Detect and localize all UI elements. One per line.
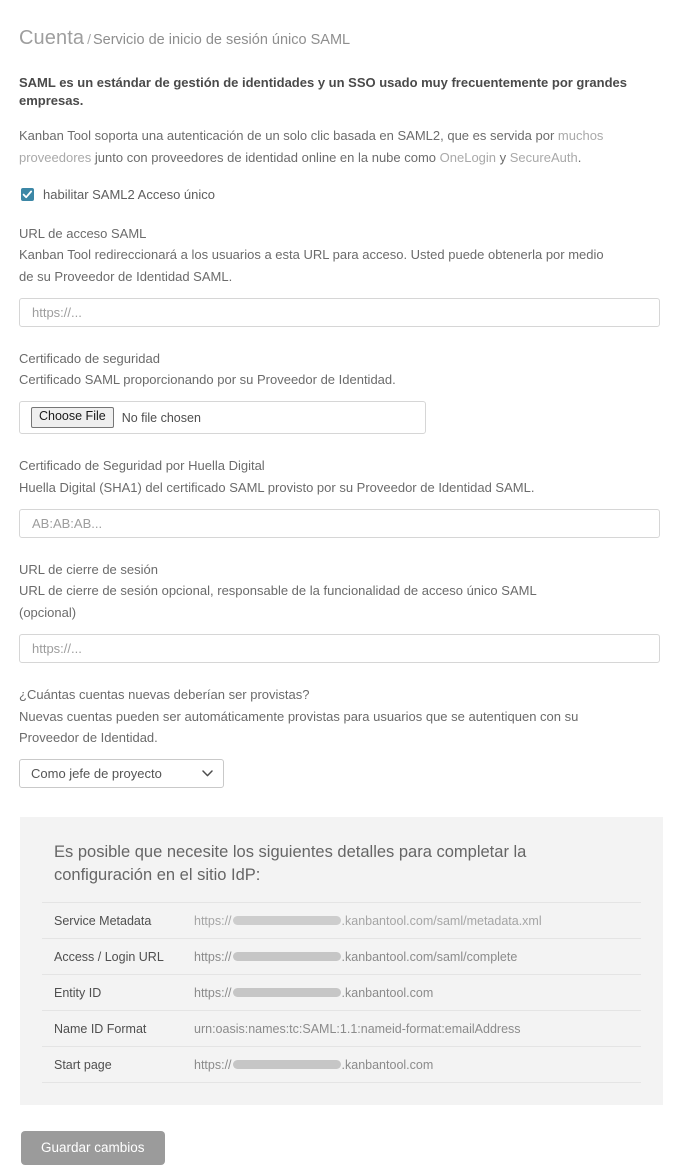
fingerprint-help: Huella Digital (SHA1) del certificado SAML provisto por su Proveedor de Identidad SAML. [19, 479, 535, 495]
detail-value-prefix: https:// [194, 949, 232, 964]
field-logout-url [19, 560, 664, 664]
provisioning-label: ¿Cuántas cuentas nuevas deberían ser provistas? [19, 687, 310, 703]
intro-paragraph [19, 125, 619, 168]
checkmark-icon [22, 189, 33, 200]
file-status-label: No file chosen [121, 410, 201, 425]
idp-details-panel [20, 817, 663, 1105]
checkbox-enable-saml[interactable] [21, 188, 34, 201]
field-fingerprint [19, 456, 664, 538]
detail-key: Name ID Format [54, 1021, 147, 1036]
table-row [42, 1010, 641, 1046]
enable-saml-label: habilitar SAML2 Acceso único [43, 186, 215, 202]
detail-value-prefix: https:// [194, 913, 232, 928]
idp-details-table [42, 902, 641, 1083]
certificate-help: Certificado SAML proporcionando por su Proveedor de Identidad. [19, 372, 396, 388]
field-login-url [19, 224, 664, 327]
intro-text-2: junto con proveedores de identidad online en la nube como [91, 149, 440, 165]
table-row [42, 974, 641, 1010]
detail-key: Service Metadata [54, 913, 152, 928]
detail-value [194, 938, 641, 974]
redacted-subdomain [233, 988, 341, 997]
detail-value-suffix: .kanbantool.com [341, 1057, 434, 1072]
detail-value [194, 1010, 641, 1046]
enable-saml-row[interactable] [21, 187, 683, 202]
intro-text-3: y [496, 149, 510, 165]
logout-url-label: URL de cierre de sesión [19, 561, 158, 577]
redacted-subdomain [233, 1060, 341, 1069]
provisioning-select[interactable] [19, 759, 224, 788]
intro-headline: SAML es un estándar de gestión de identidades y un SSO usado muy frecuentemente por grandes empresas. [19, 75, 628, 108]
link-secureauth[interactable]: SecureAuth [509, 149, 578, 165]
field-provisioning [19, 685, 664, 788]
breadcrumb-current: Servicio de inicio de sesión único SAML [92, 32, 351, 48]
breadcrumb [0, 0, 683, 48]
provisioning-help: Nuevas cuentas pueden ser automáticamente provistas para usuarios que se autentiquen con su Proveedor de Identidad. [19, 708, 579, 745]
link-onelogin[interactable]: OneLogin [439, 149, 497, 165]
redacted-subdomain [233, 916, 341, 925]
fingerprint-input[interactable] [19, 509, 660, 538]
logout-url-input[interactable] [19, 634, 660, 663]
login-url-label: URL de acceso SAML [19, 225, 147, 241]
detail-value-suffix: .kanbantool.com [341, 985, 434, 1000]
login-url-help: Kanban Tool redireccionará a los usuarios a esta URL para acceso. Usted puede obtenerla por medio de su Proveedor de Identidad SAML. [19, 247, 604, 284]
link-many-providers[interactable]: muchos proveedores [19, 128, 604, 165]
field-certificate [19, 349, 664, 435]
provisioning-select-wrap [19, 759, 224, 788]
table-row [42, 902, 641, 938]
detail-key: Start page [54, 1057, 112, 1072]
breadcrumb-account[interactable]: Cuenta [19, 27, 85, 49]
detail-key: Entity ID [54, 985, 102, 1000]
intro-text-1: Kanban Tool soporta una autenticación de un solo clic basada en SAML2, que es servida por [19, 128, 558, 144]
intro-text-4: . [577, 149, 582, 165]
save-area [21, 1131, 683, 1165]
logout-url-help-optional: (opcional) [19, 605, 77, 621]
logout-url-help: URL de cierre de sesión opcional, responsable de la funcionalidad de acceso único SAML [19, 583, 537, 599]
detail-value [194, 1046, 641, 1082]
redacted-subdomain [233, 952, 341, 961]
breadcrumb-separator: / [87, 31, 91, 47]
detail-value [194, 902, 641, 938]
detail-value-suffix: .kanbantool.com/saml/metadata.xml [341, 913, 542, 928]
idp-details-rows [42, 902, 641, 1082]
detail-key: Access / Login URL [54, 949, 164, 964]
intro-section [19, 74, 664, 168]
detail-value-suffix: .kanbantool.com/saml/complete [341, 949, 518, 964]
login-url-input[interactable] [19, 298, 660, 327]
detail-value [194, 974, 641, 1010]
certificate-label: Certificado de seguridad [19, 350, 160, 366]
certificate-file-input[interactable] [19, 401, 426, 434]
table-row [42, 938, 641, 974]
fingerprint-label: Certificado de Seguridad por Huella Digital [19, 458, 265, 474]
detail-value-prefix: urn:oasis:names:tc:SAML:1.1:nameid-format:emailAddress [194, 1021, 521, 1036]
table-row [42, 1046, 641, 1082]
choose-file-button[interactable]: Choose File [31, 407, 114, 428]
detail-value-prefix: https:// [194, 1057, 232, 1072]
idp-details-title: Es posible que necesite los siguientes detalles para completar la configuración en el sitio IdP: [54, 842, 527, 885]
detail-value-prefix: https:// [194, 985, 232, 1000]
save-changes-button[interactable]: Guardar cambios [21, 1131, 165, 1165]
